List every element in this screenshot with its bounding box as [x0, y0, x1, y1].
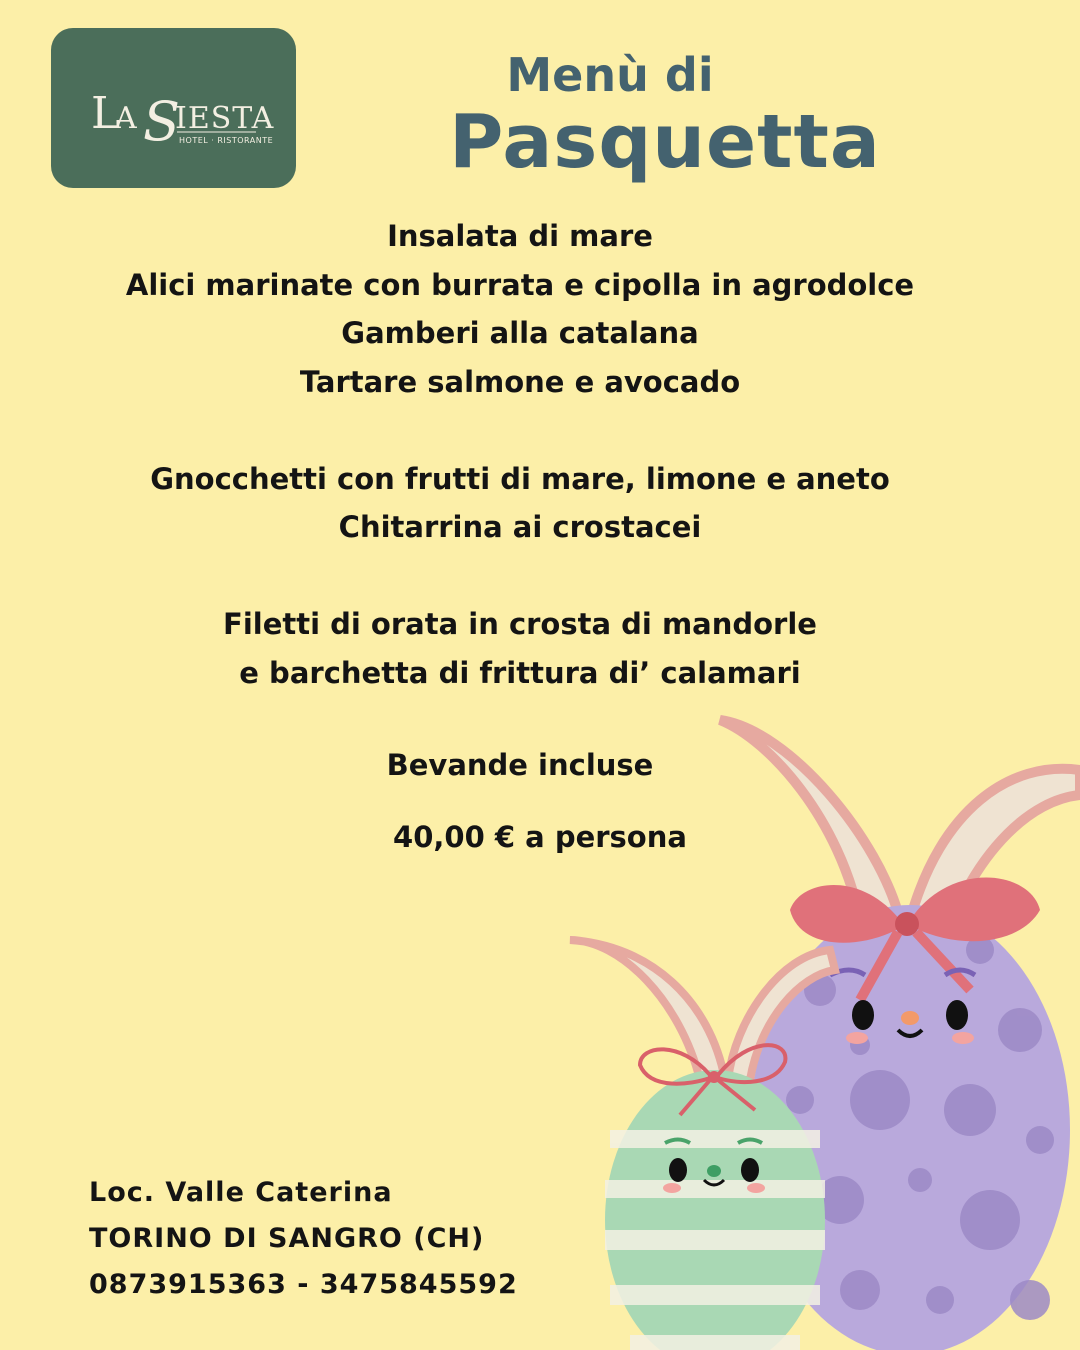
menu-item: Insalata di mare	[387, 219, 653, 253]
phone-numbers: 0873915363 - 3475845592	[89, 1269, 518, 1300]
city: TORINO DI SANGRO (CH)	[89, 1223, 485, 1254]
svg-text:HOTEL · RISTORANTE: HOTEL · RISTORANTE	[179, 136, 274, 145]
menu-list	[40, 212, 1000, 697]
menu-item: e barchetta di frittura di’ calamari	[239, 655, 801, 690]
menu-item: Gnocchetti con frutti di mare, limone e aneto	[150, 461, 890, 496]
svg-text:S: S	[143, 90, 180, 153]
contact-block	[89, 1170, 518, 1308]
title-line-2: Pasquetta	[449, 99, 881, 185]
menu-item: Gamberi alla catalana	[341, 316, 699, 350]
menu-item: Alici marinate con burrata e cipolla in agrodolce	[125, 267, 915, 302]
page-title	[380, 48, 1000, 185]
menu-item: Tartare salmone e avocado	[299, 364, 741, 399]
price: 40,00 € a persona	[393, 820, 687, 854]
title-line-1: Menù di	[506, 48, 714, 102]
menu-item: Chitarrina ai crostacei	[338, 510, 702, 544]
drinks-note: Bevande incluse	[386, 748, 654, 782]
svg-text:L: L	[91, 88, 121, 139]
easter-eggs-illustration	[560, 700, 1080, 1350]
svg-text:A: A	[115, 101, 137, 136]
location: Loc. Valle Caterina	[89, 1177, 393, 1208]
menu-item: Filetti di orata in crosta di mandorle	[223, 607, 817, 641]
svg-text:IESTA: IESTA	[175, 101, 275, 136]
